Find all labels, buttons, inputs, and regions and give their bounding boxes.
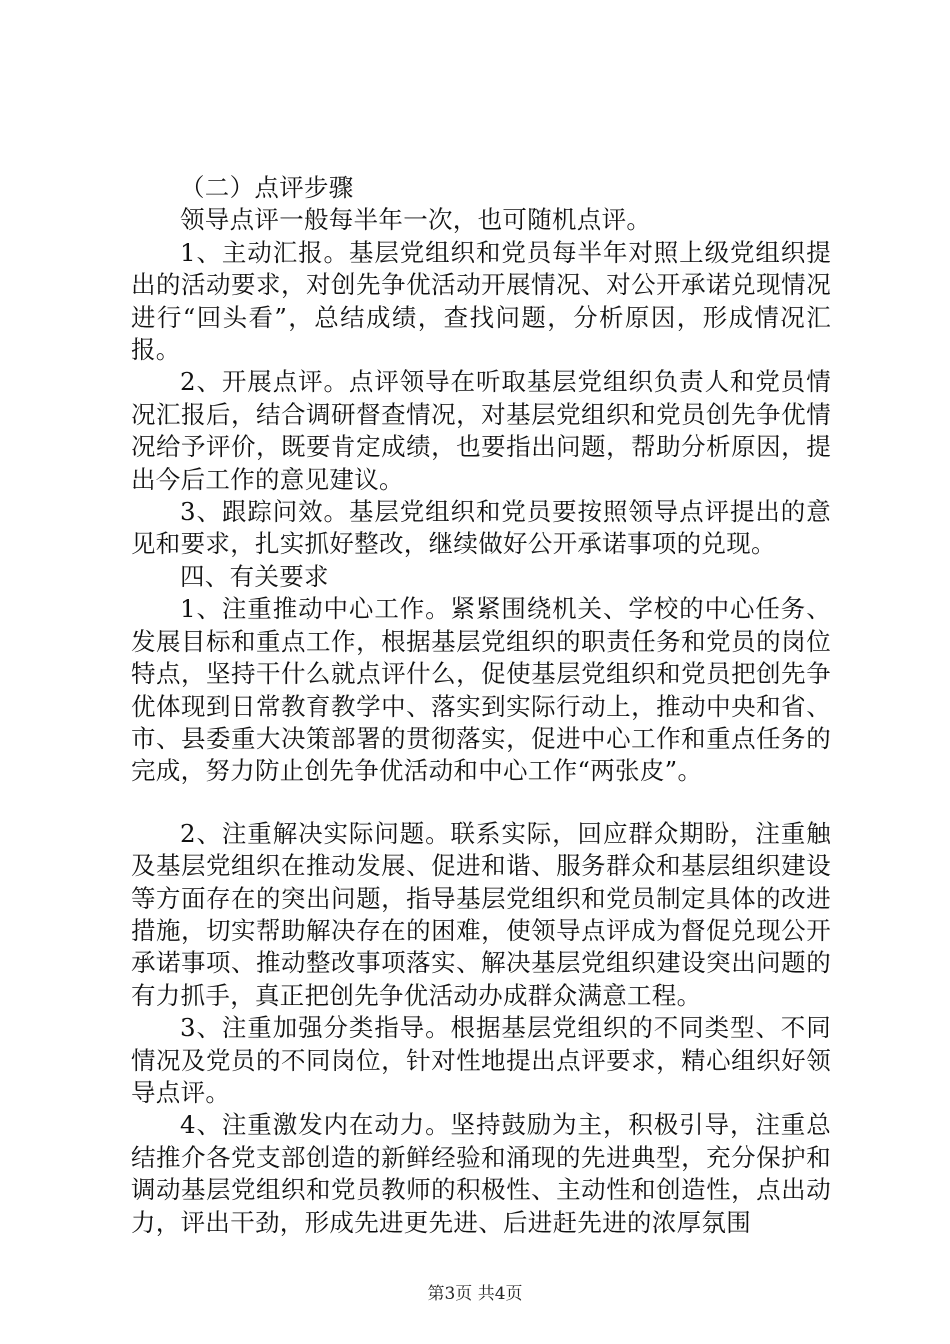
paragraph-review-frequency: 领导点评一般每半年一次，也可随机点评。 bbox=[180, 205, 652, 235]
paragraph-requirement-3: 3、注重加强分类指导。根据基层党组织的不同类型、不同情况及党员的不同岗位，针对性地提出点评要求，精心组织好领导点评。 bbox=[131, 1013, 831, 1107]
section-heading-review-steps: （二）点评步骤 bbox=[180, 173, 354, 202]
paragraph-step-report: 1、主动汇报。基层党组织和党员每半年对照上级党组织提出的活动要求，对创先争优活动开展情况、对公开承诺兑现情况进行“回头看”，总结成绩，查找问题，分析原因，形成情况汇报。 bbox=[131, 237, 831, 365]
section-heading-requirements: 四、有关要求 bbox=[180, 561, 329, 591]
page-footer: 第3页 共4页 bbox=[427, 1284, 523, 1304]
paragraph-requirement-2: 2、注重解决实际问题。联系实际，回应群众期盼，注重触及基层党组织在推动发展、促进和谐、服务群众和基层组织建设等方面存在的突出问题，指导基层党组织和党员制定具体的改进措施，切实帮助解决存在的困难，使领导点评成为督促兑现公开承诺事项、推动整改事项落实、解决基层党组织建设突出问题的有力抓手，真正把创先争优活动办成群众满意工程。 bbox=[131, 818, 831, 1010]
paragraph-requirement-4: 4、注重激发内在动力。坚持鼓励为主，积极引导，注重总结推介各党支部创造的新鲜经验和涌现的先进典型，充分保护和调动基层党组织和党员教师的积极性、主动性和创造性，点出动力，评出干劲，形成先进更先进、后进赶先进的浓厚氛围 bbox=[131, 1110, 831, 1237]
paragraph-requirement-1: 1、注重推动中心工作。紧紧围绕机关、学校的中心任务、发展目标和重点工作，根据基层党组织的职责任务和党员的岗位特点，坚持干什么就点评什么，促使基层党组织和党员把创先争优体现到日常教育教学中、落实到实际行动上，推动中央和省、市、县委重大决策部署的贯彻落实，促进中心工作和重点任务的完成，努力防止创先争优活动和中心工作“两张皮”。 bbox=[131, 594, 831, 786]
paragraph-step-follow-up: 3、跟踪问效。基层党组织和党员要按照领导点评提出的意见和要求，扎实抓好整改，继续做好公开承诺事项的兑现。 bbox=[131, 497, 831, 559]
document-body bbox=[131, 172, 831, 1239]
paragraph-step-review: 2、开展点评。点评领导在听取基层党组织负责人和党员情况汇报后，结合调研督查情况，对基层党组织和党员创先争优情况给予评价，既要肯定成绩，也要指出问题，帮助分析原因，提出今后工作的意见建议。 bbox=[131, 367, 831, 494]
